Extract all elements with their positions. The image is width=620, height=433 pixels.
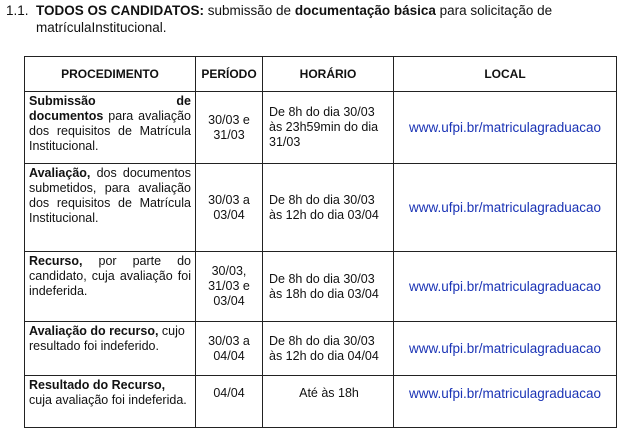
heading-text-2: para solicitação de bbox=[435, 3, 553, 18]
proc-bold: Resultado do Recurso, bbox=[29, 378, 166, 392]
proc-text: cuja avaliação foi indeferida. bbox=[29, 393, 187, 407]
header-horario: HORÁRIO bbox=[263, 57, 394, 92]
proc-bold: Recurso, bbox=[29, 254, 83, 268]
cell-local bbox=[394, 92, 617, 164]
cell-periodo: 30/03 a 04/04 bbox=[196, 322, 263, 376]
proc-text: cujo resultado foi indeferido. bbox=[29, 324, 185, 353]
link-matricula[interactable]: www.ufpi.br/matriculagraduacao bbox=[408, 120, 602, 135]
heading-continuation: matrículaInstitucional. bbox=[36, 20, 167, 35]
header-periodo: PERÍODO bbox=[196, 57, 263, 92]
link-matricula[interactable]: www.ufpi.br/matriculagraduacao bbox=[408, 386, 602, 401]
cell-local bbox=[394, 376, 617, 428]
cell-periodo: 04/04 bbox=[196, 376, 263, 428]
proc-bold: Submissão de documentos bbox=[29, 94, 191, 123]
cell-periodo: 30/03 a 03/04 bbox=[196, 164, 263, 252]
link-matricula[interactable]: www.ufpi.br/matriculagraduacao bbox=[408, 200, 602, 215]
cell-periodo: 30/03, 31/03 e 03/04 bbox=[196, 252, 263, 322]
table-row bbox=[25, 92, 617, 164]
proc-bold: Avaliação, bbox=[29, 166, 91, 180]
cell-horario: De 8h do dia 30/03 às 18h do dia 03/04 bbox=[263, 252, 394, 322]
table-row bbox=[25, 322, 617, 376]
schedule-table bbox=[24, 56, 617, 428]
cell-horario: De 8h do dia 30/03 às 23h59min do dia 31/03 bbox=[263, 92, 394, 164]
table-row bbox=[25, 164, 617, 252]
cell-horario: De 8h do dia 30/03 às 12h do dia 04/04 bbox=[263, 322, 394, 376]
table-row bbox=[25, 252, 617, 322]
cell-local bbox=[394, 164, 617, 252]
cell-local bbox=[394, 322, 617, 376]
heading-bold-documentation: documentação básica bbox=[294, 3, 436, 18]
proc-text: por parte do candidato, cuja avaliação foi indeferida. bbox=[29, 254, 191, 298]
table-header-row bbox=[25, 57, 617, 92]
header-local: LOCAL bbox=[394, 57, 617, 92]
heading-text-1: submissão de bbox=[204, 3, 295, 18]
link-matricula[interactable]: www.ufpi.br/matriculagraduacao bbox=[408, 341, 602, 356]
heading-bold-candidates: TODOS OS CANDIDATOS: bbox=[36, 3, 205, 18]
cell-horario: Até às 18h bbox=[263, 376, 394, 428]
cell-horario: De 8h do dia 30/03 às 12h do dia 03/04 bbox=[263, 164, 394, 252]
proc-text: dos documentos submetidos, para avaliação dos requisitos de Matrícula Institucional. bbox=[29, 166, 191, 225]
header-procedimento: PROCEDIMENTO bbox=[25, 57, 196, 92]
cell-periodo: 30/03 e 31/03 bbox=[196, 92, 263, 164]
link-matricula[interactable]: www.ufpi.br/matriculagraduacao bbox=[408, 279, 602, 294]
cell-procedimento bbox=[25, 376, 196, 428]
section-heading bbox=[6, 2, 606, 36]
cell-local bbox=[394, 252, 617, 322]
cell-procedimento bbox=[25, 252, 196, 322]
cell-procedimento bbox=[25, 92, 196, 164]
section-number: 1.1. bbox=[6, 3, 29, 18]
cell-procedimento bbox=[25, 322, 196, 376]
cell-procedimento bbox=[25, 164, 196, 252]
proc-bold: Avaliação do recurso, bbox=[29, 324, 159, 338]
proc-text: para avaliação dos requisitos de Matrícula Institucional. bbox=[29, 109, 191, 153]
table-row bbox=[25, 376, 617, 428]
